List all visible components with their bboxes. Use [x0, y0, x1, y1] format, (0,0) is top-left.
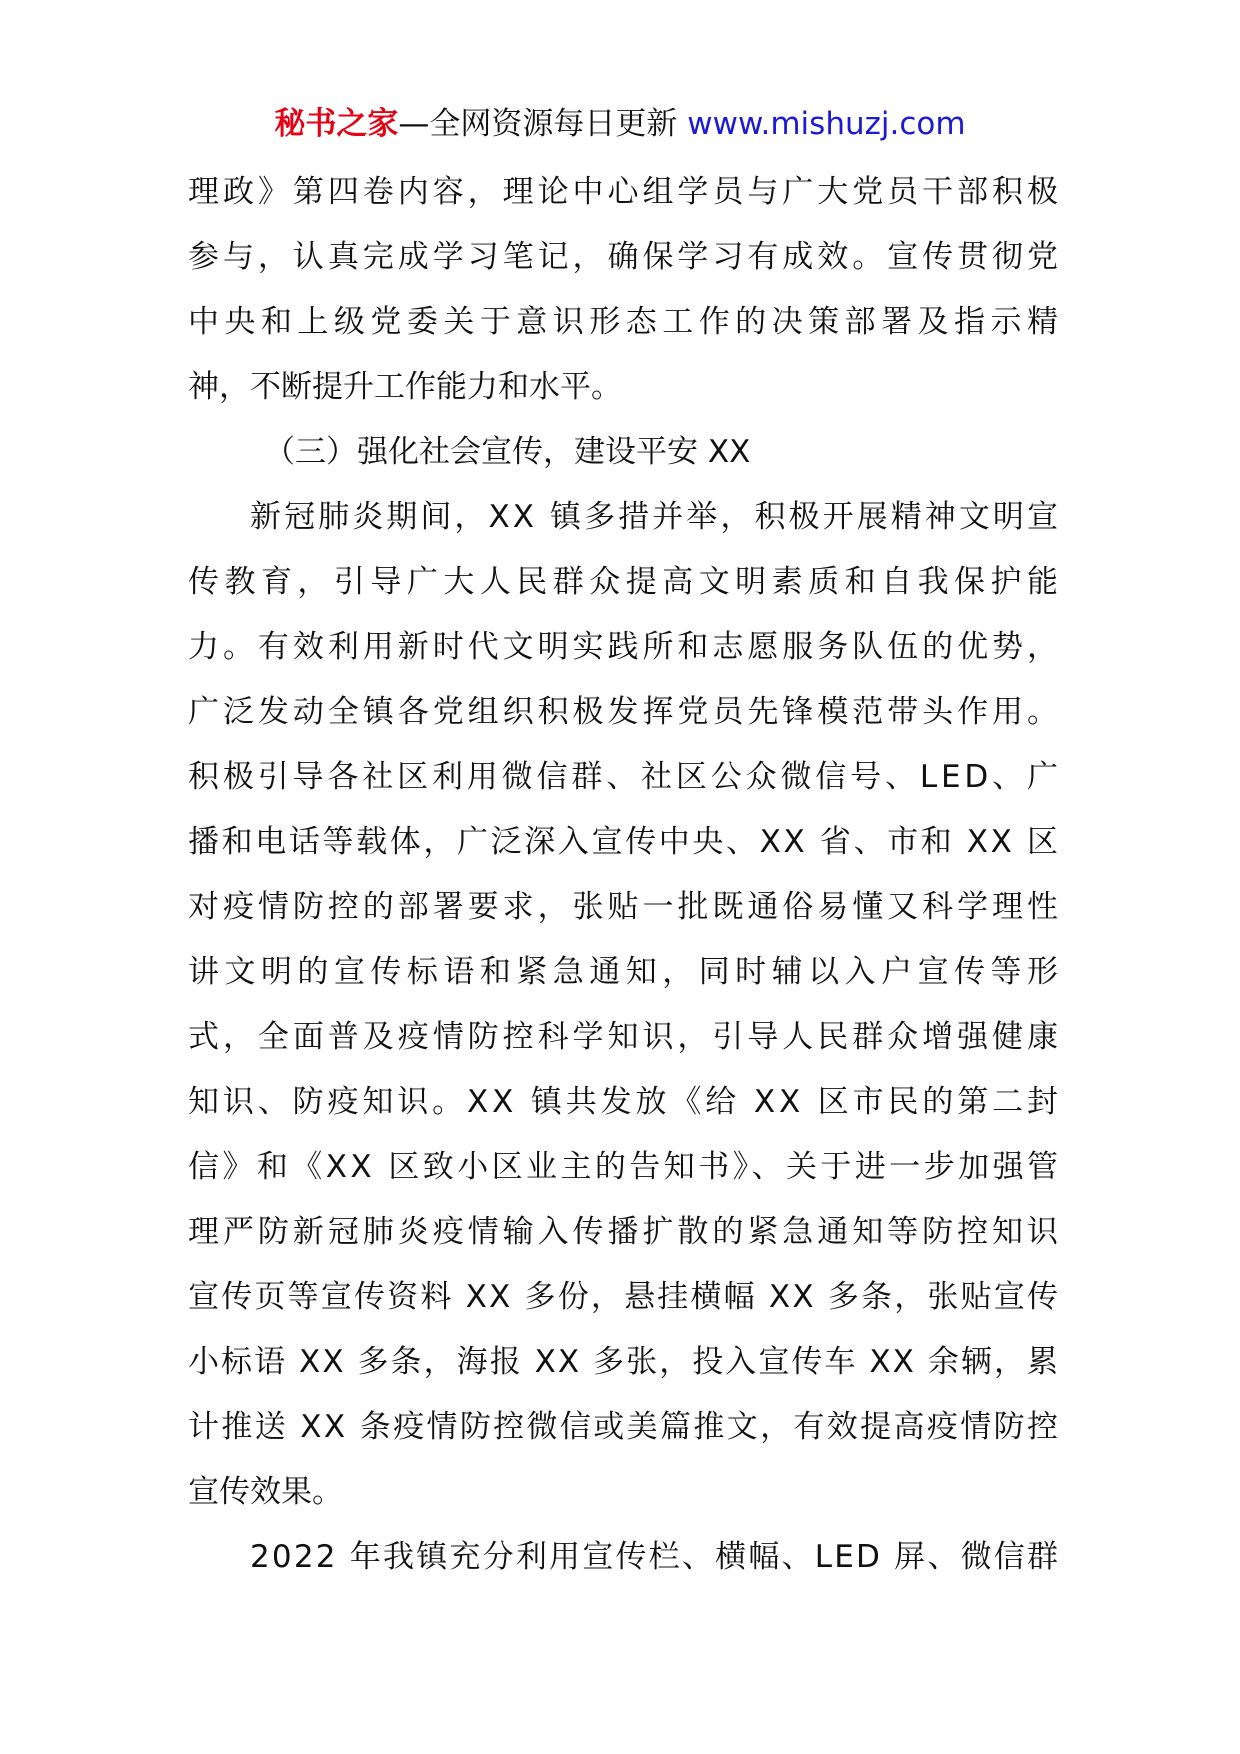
- section-heading: （三）强化社会宣传，建设平安 XX: [264, 434, 751, 470]
- text-line: 力。有效利用新时代文明实践所和志愿服务队伍的优势，: [188, 629, 1062, 665]
- paragraph-first-line: 新冠肺炎期间，XX 镇多措并举，积极开展精神文明宣: [250, 499, 1062, 535]
- text-line: 小标语 XX 多条，海报 XX 多张，投入宣传车 XX 余辆，累: [188, 1344, 1061, 1380]
- text-line: 播和电话等载体，广泛深入宣传中央、XX 省、市和 XX 区: [188, 824, 1061, 860]
- paragraph-first-line: 2022 年我镇充分利用宣传栏、横幅、LED 屏、微信群: [250, 1539, 1061, 1575]
- page-header: [0, 100, 1240, 148]
- text-line: 式，全面普及疫情防控科学知识，引导人民群众增强健康: [188, 1019, 1062, 1055]
- text-line: 宣传页等宣传资料 XX 多份，悬挂横幅 XX 多条，张贴宣传: [188, 1279, 1061, 1315]
- text-line: 积极引导各社区利用微信群、社区公众微信号、LED、广: [188, 759, 1062, 795]
- header-slogan: —全网资源每日更新: [398, 106, 678, 142]
- header-url[interactable]: www.mishuzj.com: [687, 106, 966, 142]
- text-line: 神，不断提升工作能力和水平。: [188, 369, 622, 405]
- brand-name: 秘书之家: [274, 106, 399, 142]
- text-line: 中央和上级党委关于意识形态工作的决策部署及指示精: [188, 304, 1064, 340]
- text-line: 理政》第四卷内容，理论中心组学员与广大党员干部积极: [188, 174, 1062, 210]
- text-line: 宣传效果。: [188, 1474, 343, 1510]
- text-line: 理严防新冠肺炎疫情输入传播扩散的紧急通知等防控知识: [188, 1214, 1062, 1250]
- document-body: [188, 160, 1064, 1590]
- text-line: 讲文明的宣传标语和紧急通知，同时辅以入户宣传等形: [188, 954, 1064, 990]
- text-line: 参与，认真完成学习笔记，确保学习有成效。宣传贯彻党: [188, 239, 1062, 275]
- text-line: 信》和《XX 区致小区业主的告知书》、关于进一步加强管: [188, 1149, 1062, 1185]
- text-line: 传教育，引导广大人民群众提高文明素质和自我保护能: [188, 564, 1064, 600]
- text-line: 对疫情防控的部署要求，张贴一批既通俗易懂又科学理性: [188, 889, 1062, 925]
- text-line: 计推送 XX 条疫情防控微信或美篇推文，有效提高疫情防控: [188, 1409, 1061, 1445]
- text-line: 广泛发动全镇各党组织积极发挥党员先锋模范带头作用。: [188, 694, 1062, 730]
- text-line: 知识、防疫知识。XX 镇共发放《给 XX 区市民的第二封: [188, 1084, 1062, 1120]
